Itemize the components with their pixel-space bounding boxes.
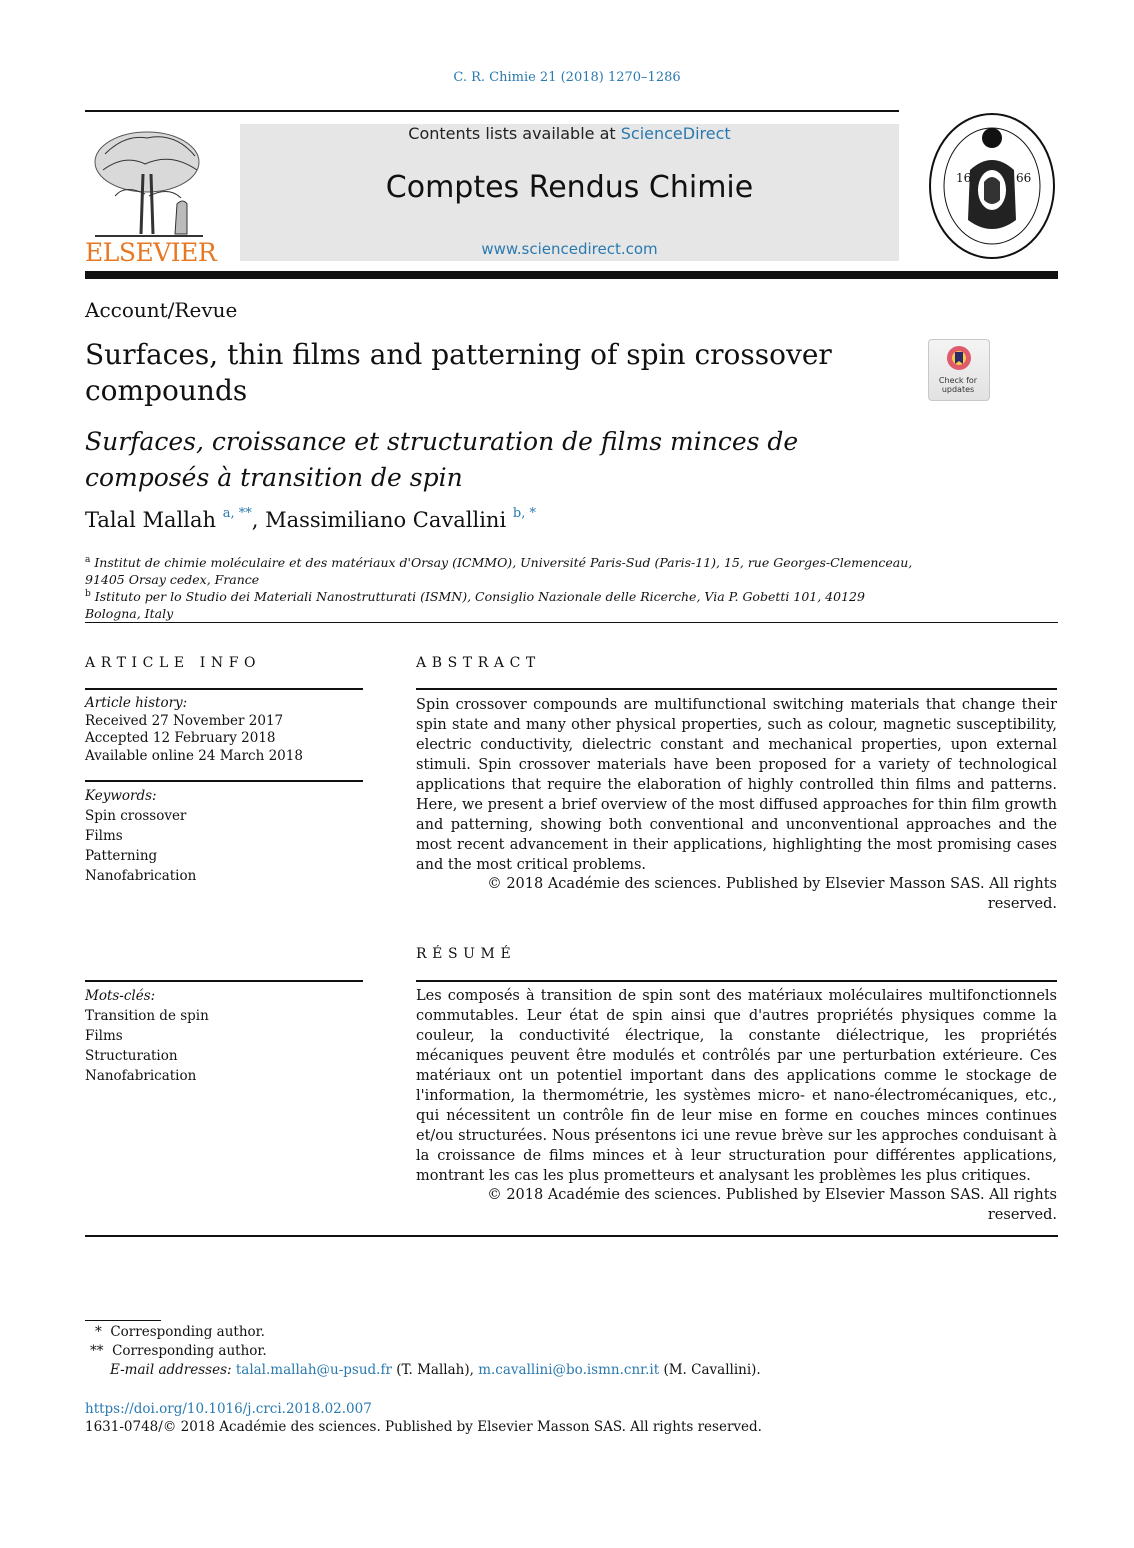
resume-copyright: © 2018 Académie des sciences. Published by Elsevier Masson SAS. All rights reserved. bbox=[487, 1187, 1057, 1223]
academie-seal-logo bbox=[926, 110, 1059, 262]
mots-cles-block bbox=[85, 986, 365, 1086]
section-divider bbox=[85, 622, 1058, 623]
mots-cles-label: Mots-clés: bbox=[85, 988, 156, 1004]
affiliation-text: Institut de chimie moléculaire et des matériaux d'Orsay (ICMMO), Université Paris-Sud (Paris-11), 15, rue Georges-Clemenceau, 91405 Orsay cedex, France bbox=[85, 555, 913, 588]
section-type: Account/Revue bbox=[85, 298, 238, 322]
keywords-block bbox=[85, 786, 365, 886]
resume-heading: RÉSUMÉ bbox=[416, 946, 517, 962]
affiliation-b bbox=[85, 586, 915, 622]
article-subtitle: Surfaces, croissance et structuration de films minces de composés à transition de spin bbox=[85, 427, 799, 492]
author-affiliation-link[interactable]: b, * bbox=[512, 506, 536, 521]
doi-link[interactable]: https://doi.org/10.1016/j.crci.2018.02.007 bbox=[85, 1401, 372, 1417]
mots-cles-rule bbox=[85, 980, 363, 982]
article-title: Surfaces, thin films and patterning of spin crossover compounds bbox=[85, 338, 832, 407]
header-thick-rule bbox=[85, 271, 1058, 279]
abstract-heading: ABSTRACT bbox=[416, 655, 541, 671]
affiliation-text: Istituto per lo Studio dei Materiali Nanostrutturati (ISMN), Consiglio Nazionale delle Ricerche, Via P. Gobetti 101, 40129 Bologna, Italy bbox=[85, 589, 865, 622]
footnote-text: Corresponding author. bbox=[112, 1343, 267, 1359]
mot-cle-item: Films bbox=[85, 1028, 123, 1044]
author-name: Massimiliano Cavallini bbox=[265, 508, 507, 532]
footnote-corresponding-2 bbox=[90, 1342, 267, 1361]
affiliation-mark: a bbox=[85, 555, 91, 565]
contents-line bbox=[240, 124, 899, 143]
footnote-emails bbox=[110, 1361, 761, 1380]
keyword-item: Spin crossover bbox=[85, 808, 187, 824]
seal-year-left: 16 bbox=[956, 171, 972, 185]
abstract-text: Spin crossover compounds are multifunctional switching materials that change their spin state and many other physical properties, such as colour, magnetic susceptibility, electric conductivity, dielectric constant and mechanical properties, upon external stimuli. Spin crossover materials have been proposed for a variety of technological applications that require the elaboration of highly controlled thin films and patterns. Here, we present a brief overview of the most diffused approaches for thin film growth and patterning, showing both conventional and unconventional approaches and the most recent advancement in their applications, highlighting the most promising cases and the most critical problems. bbox=[416, 697, 1057, 873]
resume-rule bbox=[416, 980, 1057, 982]
abstract-copyright: © 2018 Académie des sciences. Published by Elsevier Masson SAS. All rights reserved. bbox=[487, 876, 1057, 912]
keyword-item: Films bbox=[85, 828, 123, 844]
bookmark-icon bbox=[929, 340, 989, 380]
affiliation-a bbox=[85, 552, 915, 588]
mot-cle-item: Nanofabrication bbox=[85, 1068, 197, 1084]
elsevier-wordmark: ELSEVIER bbox=[85, 238, 217, 267]
issn-copyright: 1631-0748/© 2018 Académie des sciences. Published by Elsevier Masson SAS. All rights reserved. bbox=[85, 1419, 762, 1435]
contents-prefix: Contents lists available at bbox=[408, 124, 621, 143]
accepted-date: Accepted 12 February 2018 bbox=[85, 730, 276, 746]
article-history bbox=[85, 695, 365, 765]
resume-text: Les composés à transition de spin sont des matériaux moléculaires multifonctionnels commutables. Leur état de spin ainsi que d'autres propriétés physiques comme la couleur, la conductivité électrique, la constante diélectrique, les propriétés mécaniques peuvent être modulés et contrôlés par une perturbation extérieure. Ces matériaux ont un potentiel important dans des applications comme le stockage de l'information, la thermométrie, les systèmes micro- et nano-électromécaniques, etc., qui nécessitent un contrôle fin de leur mise en forme en couches minces continues et/ou structurées. Nous présentons ici une revue brève sur les approches conduisant à la croissance de films minces et à leur structuration pour différentes applications, montrant les cas les plus prometteurs et analysant les problèmes les plus critiques. bbox=[416, 988, 1057, 1184]
email-label: E-mail addresses: bbox=[110, 1362, 232, 1378]
keyword-item: Patterning bbox=[85, 848, 158, 864]
article-info-heading: ARTICLE INFO bbox=[85, 655, 262, 671]
footnote-text: Corresponding author. bbox=[110, 1324, 265, 1340]
journal-url-link[interactable]: www.sciencedirect.com bbox=[481, 240, 658, 258]
check-for-updates-label: Check for updates bbox=[938, 376, 978, 394]
affiliation-mark: b bbox=[85, 589, 91, 599]
author-list bbox=[85, 508, 536, 532]
body-bottom-rule bbox=[85, 1235, 1058, 1237]
mot-cle-item: Structuration bbox=[85, 1048, 178, 1064]
keywords-label: Keywords: bbox=[85, 788, 157, 804]
footnote-rule bbox=[85, 1320, 161, 1321]
email-link[interactable]: talal.mallah@u-psud.fr bbox=[235, 1362, 392, 1378]
email-owner: (T. Mallah), bbox=[391, 1362, 479, 1378]
history-label: Article history: bbox=[85, 695, 188, 711]
footnote-corresponding-1 bbox=[95, 1323, 265, 1342]
article-info-rule bbox=[85, 688, 363, 690]
author-affiliation-link[interactable]: a, ** bbox=[222, 506, 252, 521]
sciencedirect-link[interactable]: ScienceDirect bbox=[620, 124, 731, 143]
email-owner: (M. Cavallini). bbox=[659, 1362, 761, 1378]
keyword-item: Nanofabrication bbox=[85, 868, 197, 884]
footnote-mark: * bbox=[95, 1324, 102, 1340]
footnote-mark: ** bbox=[90, 1343, 104, 1359]
author-separator: , bbox=[251, 508, 266, 532]
received-date: Received 27 November 2017 bbox=[85, 712, 284, 729]
journal-title: Comptes Rendus Chimie bbox=[385, 170, 754, 205]
mot-cle-item: Transition de spin bbox=[85, 1008, 209, 1024]
keywords-rule bbox=[85, 780, 363, 782]
journal-reference[interactable]: C. R. Chimie 21 (2018) 1270–1286 bbox=[453, 70, 681, 85]
header-top-rule bbox=[85, 110, 899, 112]
author-name: Talal Mallah bbox=[85, 508, 217, 532]
seal-year-right: 66 bbox=[1016, 171, 1032, 185]
abstract-rule bbox=[416, 688, 1057, 690]
online-date: Available online 24 March 2018 bbox=[85, 747, 303, 764]
email-link[interactable]: m.cavallini@bo.ismn.cnr.it bbox=[478, 1362, 660, 1378]
